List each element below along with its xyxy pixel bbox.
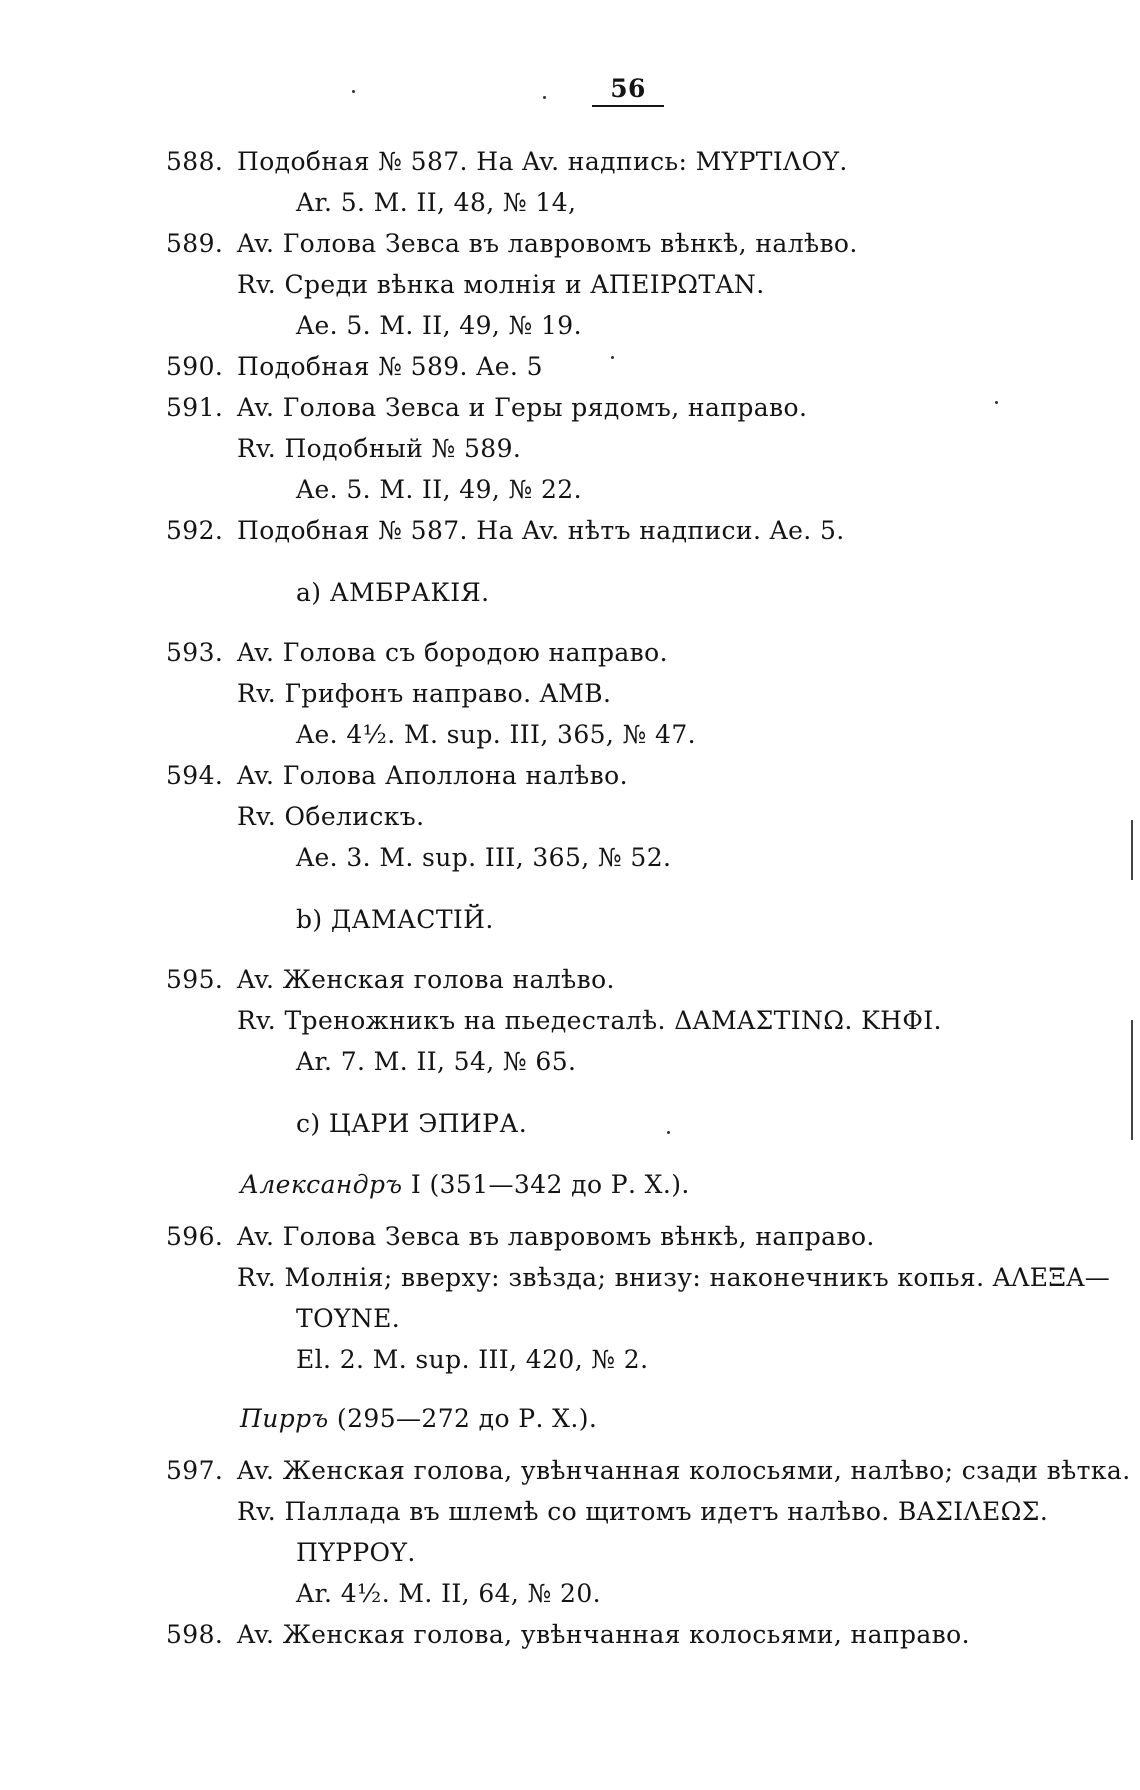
scan-edge-mark [1131,1020,1133,1140]
entry-number: 598. [166,1620,224,1649]
scan-speck [352,90,355,93]
ruler-pyrrhus [240,1404,597,1433]
entry-number: 589. [166,229,224,258]
entry-line: Rv. Паллада въ шлемѣ со щитомъ идетъ налѣво. ΒΑΣΙΛΕΩΣ. [237,1497,1049,1526]
entry-line: Rv. Молнія; вверху: звѣзда; внизу: наконечникъ копья. ΑΛΕΞΑ— [237,1263,1111,1292]
entry-number: 595. [166,965,224,994]
entry-ref: Ae. 4½. M. sup. III, 365, № 47. [296,720,696,749]
entry-line: Av. Голова съ бородою направо. [237,638,668,667]
entry-number: 597. [166,1456,224,1485]
ruler-name: Пирръ [240,1404,329,1433]
entry-ref: Ar. 4½. M. II, 64, № 20. [296,1579,601,1608]
page-number: 56 [592,74,664,107]
entry-line: Rv. Среди вѣнка молнія и ΑΠΕΙΡΩΤΑΝ. [237,270,765,299]
entry-ref: Ar. 5. M. II, 48, № 14, [296,188,577,217]
entry-line: Rv. Треножникъ на пьедесталѣ. ΔΑΜΑΣΤΙΝΩ. ΚΗΦΙ. [237,1006,942,1035]
entry-line: Rv. Подобный № 589. [237,434,522,463]
section-heading: b) ДАМАСТІЙ. [296,905,494,934]
entry-line-continued: ΠΥΡΡΟΥ. [296,1538,416,1567]
entry-line: Rv. Обелискъ. [237,802,425,831]
scan-speck [611,356,614,359]
entry-ref: Ae. 3. M. sup. III, 365, № 52. [296,843,672,872]
entry-line: Подобная № 587. На Av. нѣтъ надписи. Ae. 5. [237,516,845,545]
scan-speck [667,1131,670,1134]
entry-number: 592. [166,516,224,545]
ruler-alexander [240,1170,690,1199]
entry-number: 596. [166,1222,224,1251]
ruler-name: Александръ [240,1170,403,1199]
entry-number: 588. [166,147,224,176]
scan-speck [543,96,546,99]
entry-line: Rv. Грифонъ направо. ΑΜΒ. [237,679,612,708]
ruler-dates: (295—272 до Р. Х.). [328,1404,598,1433]
entry-line: Подобная № 587. На Av. надпись: ΜΥΡΤΙΛΟΥ. [237,147,848,176]
entry-line-continued: ΤΟΥΝΕ. [296,1304,401,1333]
entry-ref: Ae. 5. M. II, 49, № 19. [296,311,582,340]
entry-line: Av. Голова Зевса въ лавровомъ вѣнкѣ, налѣво. [237,229,858,258]
entry-number: 591. [166,393,224,422]
entry-line: Av. Женская голова, увѣнчанная колосьями, направо. [237,1620,970,1649]
entry-line: Подобная № 589. Ae. 5 [237,352,543,381]
scan-edge-mark [1131,820,1133,880]
entry-number: 594. [166,761,224,790]
section-heading: a) АМБРАКІЯ. [296,578,490,607]
entry-line: Av. Женская голова, увѣнчанная колосьями, налѣво; сзади вѣтка. [237,1456,1131,1485]
entry-line: Av. Женская голова налѣво. [237,965,615,994]
entry-number: 590. [166,352,224,381]
entry-ref: Ar. 7. M. II, 54, № 65. [296,1047,577,1076]
ruler-dates: I (351—342 до Р. Х.). [402,1170,690,1199]
scan-speck [995,401,998,404]
entry-number: 593. [166,638,224,667]
entry-ref: El. 2. M. sup. III, 420, № 2. [296,1345,649,1374]
entry-line: Av. Голова Аполлона налѣво. [237,761,628,790]
section-heading: c) ЦАРИ ЭПИРА. [296,1109,528,1138]
entry-line: Av. Голова Зевса въ лавровомъ вѣнкѣ, направо. [237,1222,875,1251]
entry-ref: Ae. 5. M. II, 49, № 22. [296,475,582,504]
entry-line: Av. Голова Зевса и Геры рядомъ, направо. [237,393,808,422]
